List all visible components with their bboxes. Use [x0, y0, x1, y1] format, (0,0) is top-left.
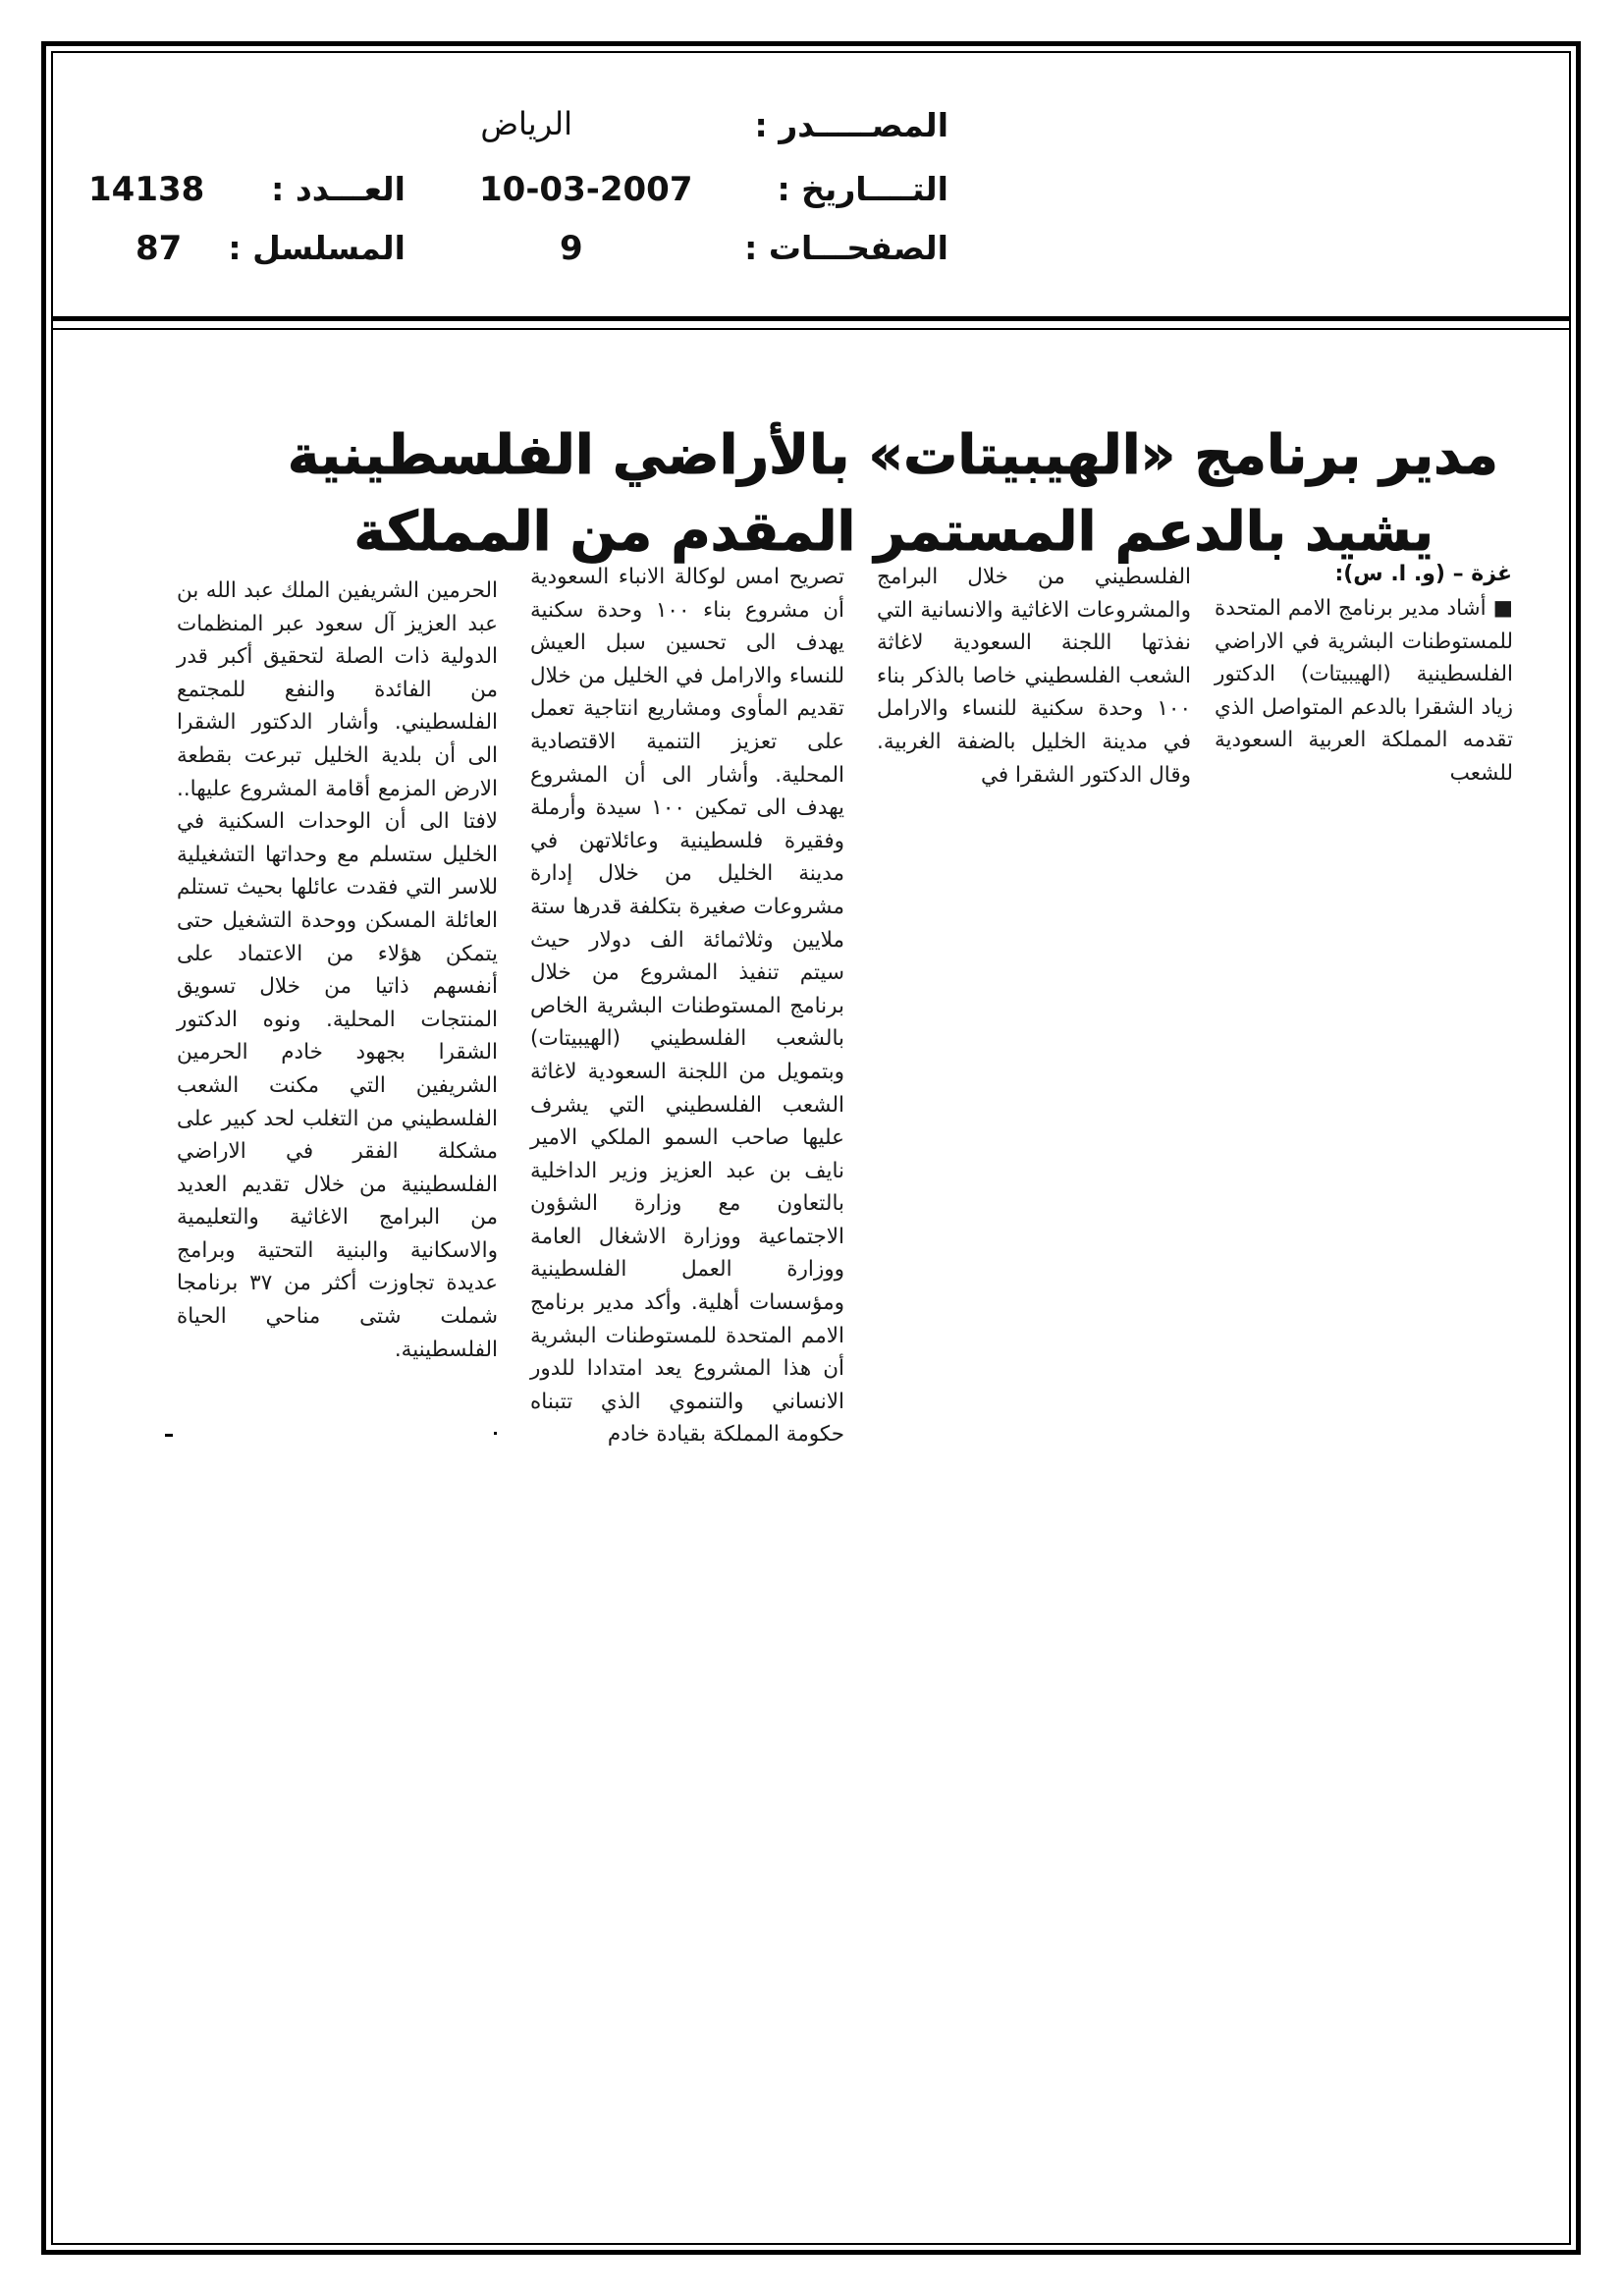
- serial-label: المسلسل :: [228, 229, 406, 267]
- header-separator: [51, 316, 1571, 330]
- article-column-4: الحرمين الشريفين الملك عبد الله بن عبد العزيز آل سعود عبر المنظمات الدولية ذات الصلة لتحقيق أكبر قدر من الفائدة والنفع للمجتمع الفلسطيني. وأشار الدكتور الشقرا الى أن بلدية الخليل تبرعت بقطعة الارض المزمع أقامة المشروع عليها.. لافتا الى أن الوحدات السكنية في الخليل ستسلم مع وحداتها التشغيلية للاسر التي فقدت عائلها بحيث تستلم العائلة المسكن ووحدة التشغيل حتى يتمكن هؤلاء من الاعتماد على أنفسهم ذاتيا من خلال تسويق المنتجات المحلية. ونوه الدكتور الشقرا بجهود خادم الحرمين الشريفين التي مكنت الشعب الفلسطيني من التغلب لحد كبير على مشكلة الفقر في الاراضي الفلسطينية من خلال تقديم العديد من البرامج الاغاثية والتعليمية والاسكانية والبنية التحتية وبرامج عديدة تجاوزت أكثر من ٣٧ برنامجا شملت شتى مناحي الحياة الفلسطينية.: [177, 578, 498, 1362]
- article-column-1: ■ أشاد مدير برنامج الامم المتحدة للمستوطنات البشرية في الاراضي الفلسطينية (الهيبيتات) الدكتور زياد الشقرا بالدعم المتواصل الذي تقدمه المملكة العربية السعودية للشعب: [1215, 596, 1513, 786]
- date-value: 10-03-2007: [479, 170, 693, 209]
- article-column-3: تصريح امس لوكالة الانباء السعودية أن مشروع بناء ١٠٠ وحدة سكنية يهدف الى تحسين سبل العيش للنساء والارامل في الخليل من خلال تقديم المأوى ومشاريع انتاجية تعمل على تعزيز التنمية الاقتصادية المحلية. وأشار الى أن المشروع يهدف الى تمكين ١٠٠ سيدة وأرملة وفقيرة فلسطينية وعائلاتهن في مدينة الخليل من خلال إدارة مشروعات صغيرة بتكلفة قدرها ستة ملايين وثلاثمائة الف دولار حيث سيتم تنفيذ المشروع من خلال برنامج المستوطنات البشرية الخاص بالشعب الفلسطيني (الهيبيتات) وبتمويل من اللجنة السعودية لاغاثة الشعب الفلسطيني التي يشرف عليها صاحب السمو الملكي الامير نايف بن عبد العزيز وزير الداخلية بالتعاون مع وزارة الشؤون الاجتماعية ووزارة الاشغال العامة ووزارة العمل الفلسطينية ومؤسسات أهلية. وأكد مدير برنامج الامم المتحدة للمستوطنات البشرية أن هذا المشروع يعد امتدادا للدور الانساني والتنموي الذي تتبناه حكومة المملكة بقيادة خادم: [530, 565, 845, 1448]
- headline-line-2: يشيد بالدعم المستمر المقدم من المملكة: [353, 500, 1434, 563]
- pages-label: الصفحـــات :: [744, 229, 948, 267]
- source-label: المصـــــدر :: [754, 106, 948, 144]
- dot-mark: [494, 1432, 497, 1435]
- byline: غزة – (و. ا. س):: [1334, 562, 1512, 586]
- source-value: الرياض: [480, 105, 572, 142]
- issue-value: 14138: [88, 170, 205, 209]
- end-mark: [165, 1434, 173, 1437]
- serial-value: 87: [135, 229, 183, 268]
- headline-line-1: مدير برنامج «الهيبيتات» بالأراضي الفلسطينية: [287, 423, 1498, 486]
- article-column-2: الفلسطيني من خلال البرامج والمشروعات الاغاثية والانسانية التي نفذتها اللجنة السعودية لاغاثة الشعب الفلسطيني خاصا بالذكر بناء ١٠٠ وحدة سكنية للنساء والارامل في مدينة الخليل بالضفة الغربية. وقال الدكتور الشقرا في: [877, 565, 1191, 788]
- date-label: التــــاريخ :: [777, 170, 948, 208]
- pages-value: 9: [560, 229, 583, 268]
- issue-label: العـــدد :: [271, 170, 406, 208]
